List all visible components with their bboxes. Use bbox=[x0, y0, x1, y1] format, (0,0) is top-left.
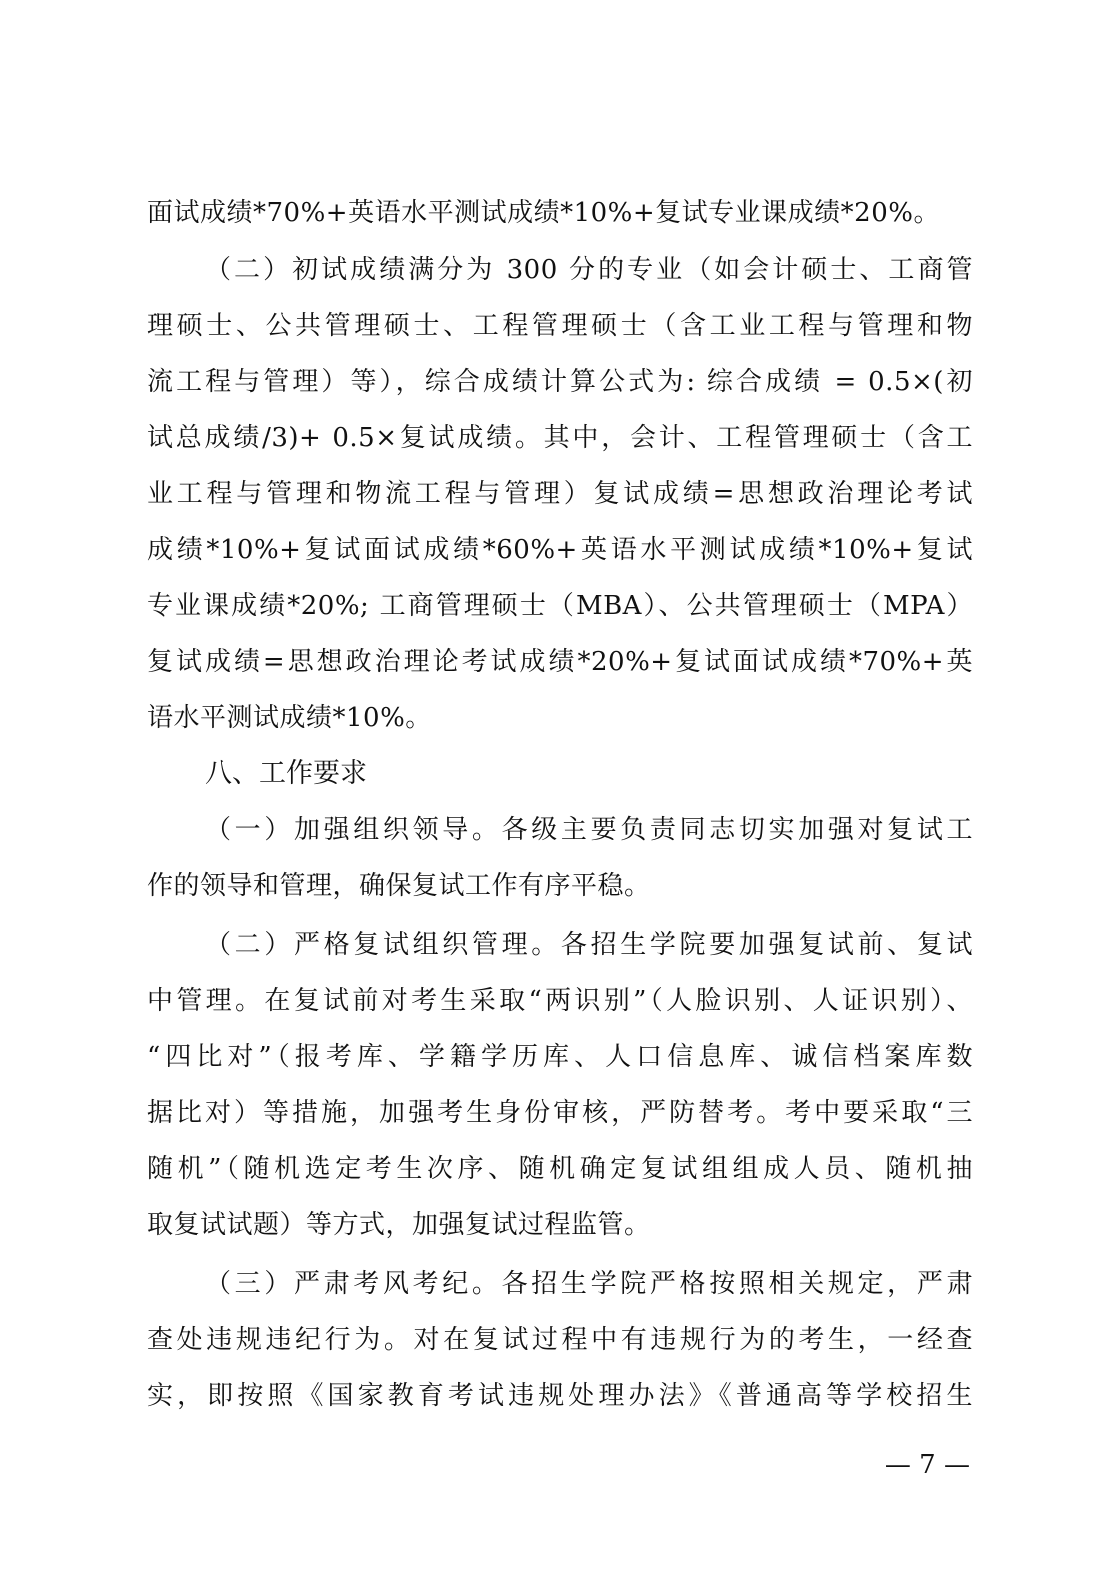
page-number: — 7 — bbox=[884, 1450, 970, 1480]
paragraph-line: 流工程与管理）等），综合成绩计算公式为: 综合成绩 = 0.5×(初 bbox=[147, 367, 973, 397]
paragraph-line: 成绩*10%+复试面试成绩*60%+英语水平测试成绩*10%+复试 bbox=[147, 535, 973, 565]
paragraph-line: 语水平测试成绩*10%。 bbox=[147, 703, 432, 733]
paragraph-line: 随机”（随机选定考生次序、随机确定复试组组成人员、随机抽 bbox=[147, 1154, 973, 1184]
paragraph-line: 实，即按照《国家教育考试违规处理办法》《普通高等学校招生 bbox=[147, 1381, 973, 1411]
paragraph-line: 中管理。在复试前对考生采取“两识别”（人脸识别、人证识别）、 bbox=[147, 986, 973, 1016]
paragraph-line: （三）严肃考风考纪。各招生学院严格按照相关规定，严肃 bbox=[205, 1269, 973, 1299]
paragraph-line: 业工程与管理和物流工程与管理）复试成绩=思想政治理论考试 bbox=[147, 479, 973, 509]
paragraph-line: 作的领导和管理，确保复试工作有序平稳。 bbox=[147, 871, 651, 901]
paragraph-line: 据比对）等措施，加强考生身份审核，严防替考。考中要采取“三 bbox=[147, 1098, 973, 1128]
paragraph-line: 专业课成绩*20%; 工商管理硕士（MBA）、公共管理硕士（MPA） bbox=[147, 591, 973, 621]
paragraph-line: 取复试试题）等方式，加强复试过程监管。 bbox=[147, 1210, 651, 1240]
paragraph-line: （一）加强组织领导。各级主要负责同志切实加强对复试工 bbox=[205, 815, 973, 845]
paragraph-line: 面试成绩*70%+英语水平测试成绩*10%+复试专业课成绩*20%。 bbox=[147, 198, 940, 228]
paragraph-line: 试总成绩/3)+ 0.5×复试成绩。其中，会计、工程管理硕士（含工 bbox=[147, 423, 973, 453]
paragraph-line: （二）初试成绩满分为 300 分的专业（如会计硕士、工商管 bbox=[205, 255, 973, 285]
paragraph-line: 理硕士、公共管理硕士、工程管理硕士（含工业工程与管理和物 bbox=[147, 311, 973, 341]
paragraph-line: “四比对”（报考库、学籍学历库、人口信息库、诚信档案库数 bbox=[147, 1042, 973, 1072]
section-heading: 八、工作要求 bbox=[205, 758, 367, 789]
paragraph-line: （二）严格复试组织管理。各招生学院要加强复试前、复试 bbox=[205, 930, 973, 960]
paragraph-line: 复试成绩=思想政治理论考试成绩*20%+复试面试成绩*70%+英 bbox=[147, 647, 973, 677]
paragraph-line: 查处违规违纪行为。对在复试过程中有违规行为的考生，一经查 bbox=[147, 1325, 973, 1355]
